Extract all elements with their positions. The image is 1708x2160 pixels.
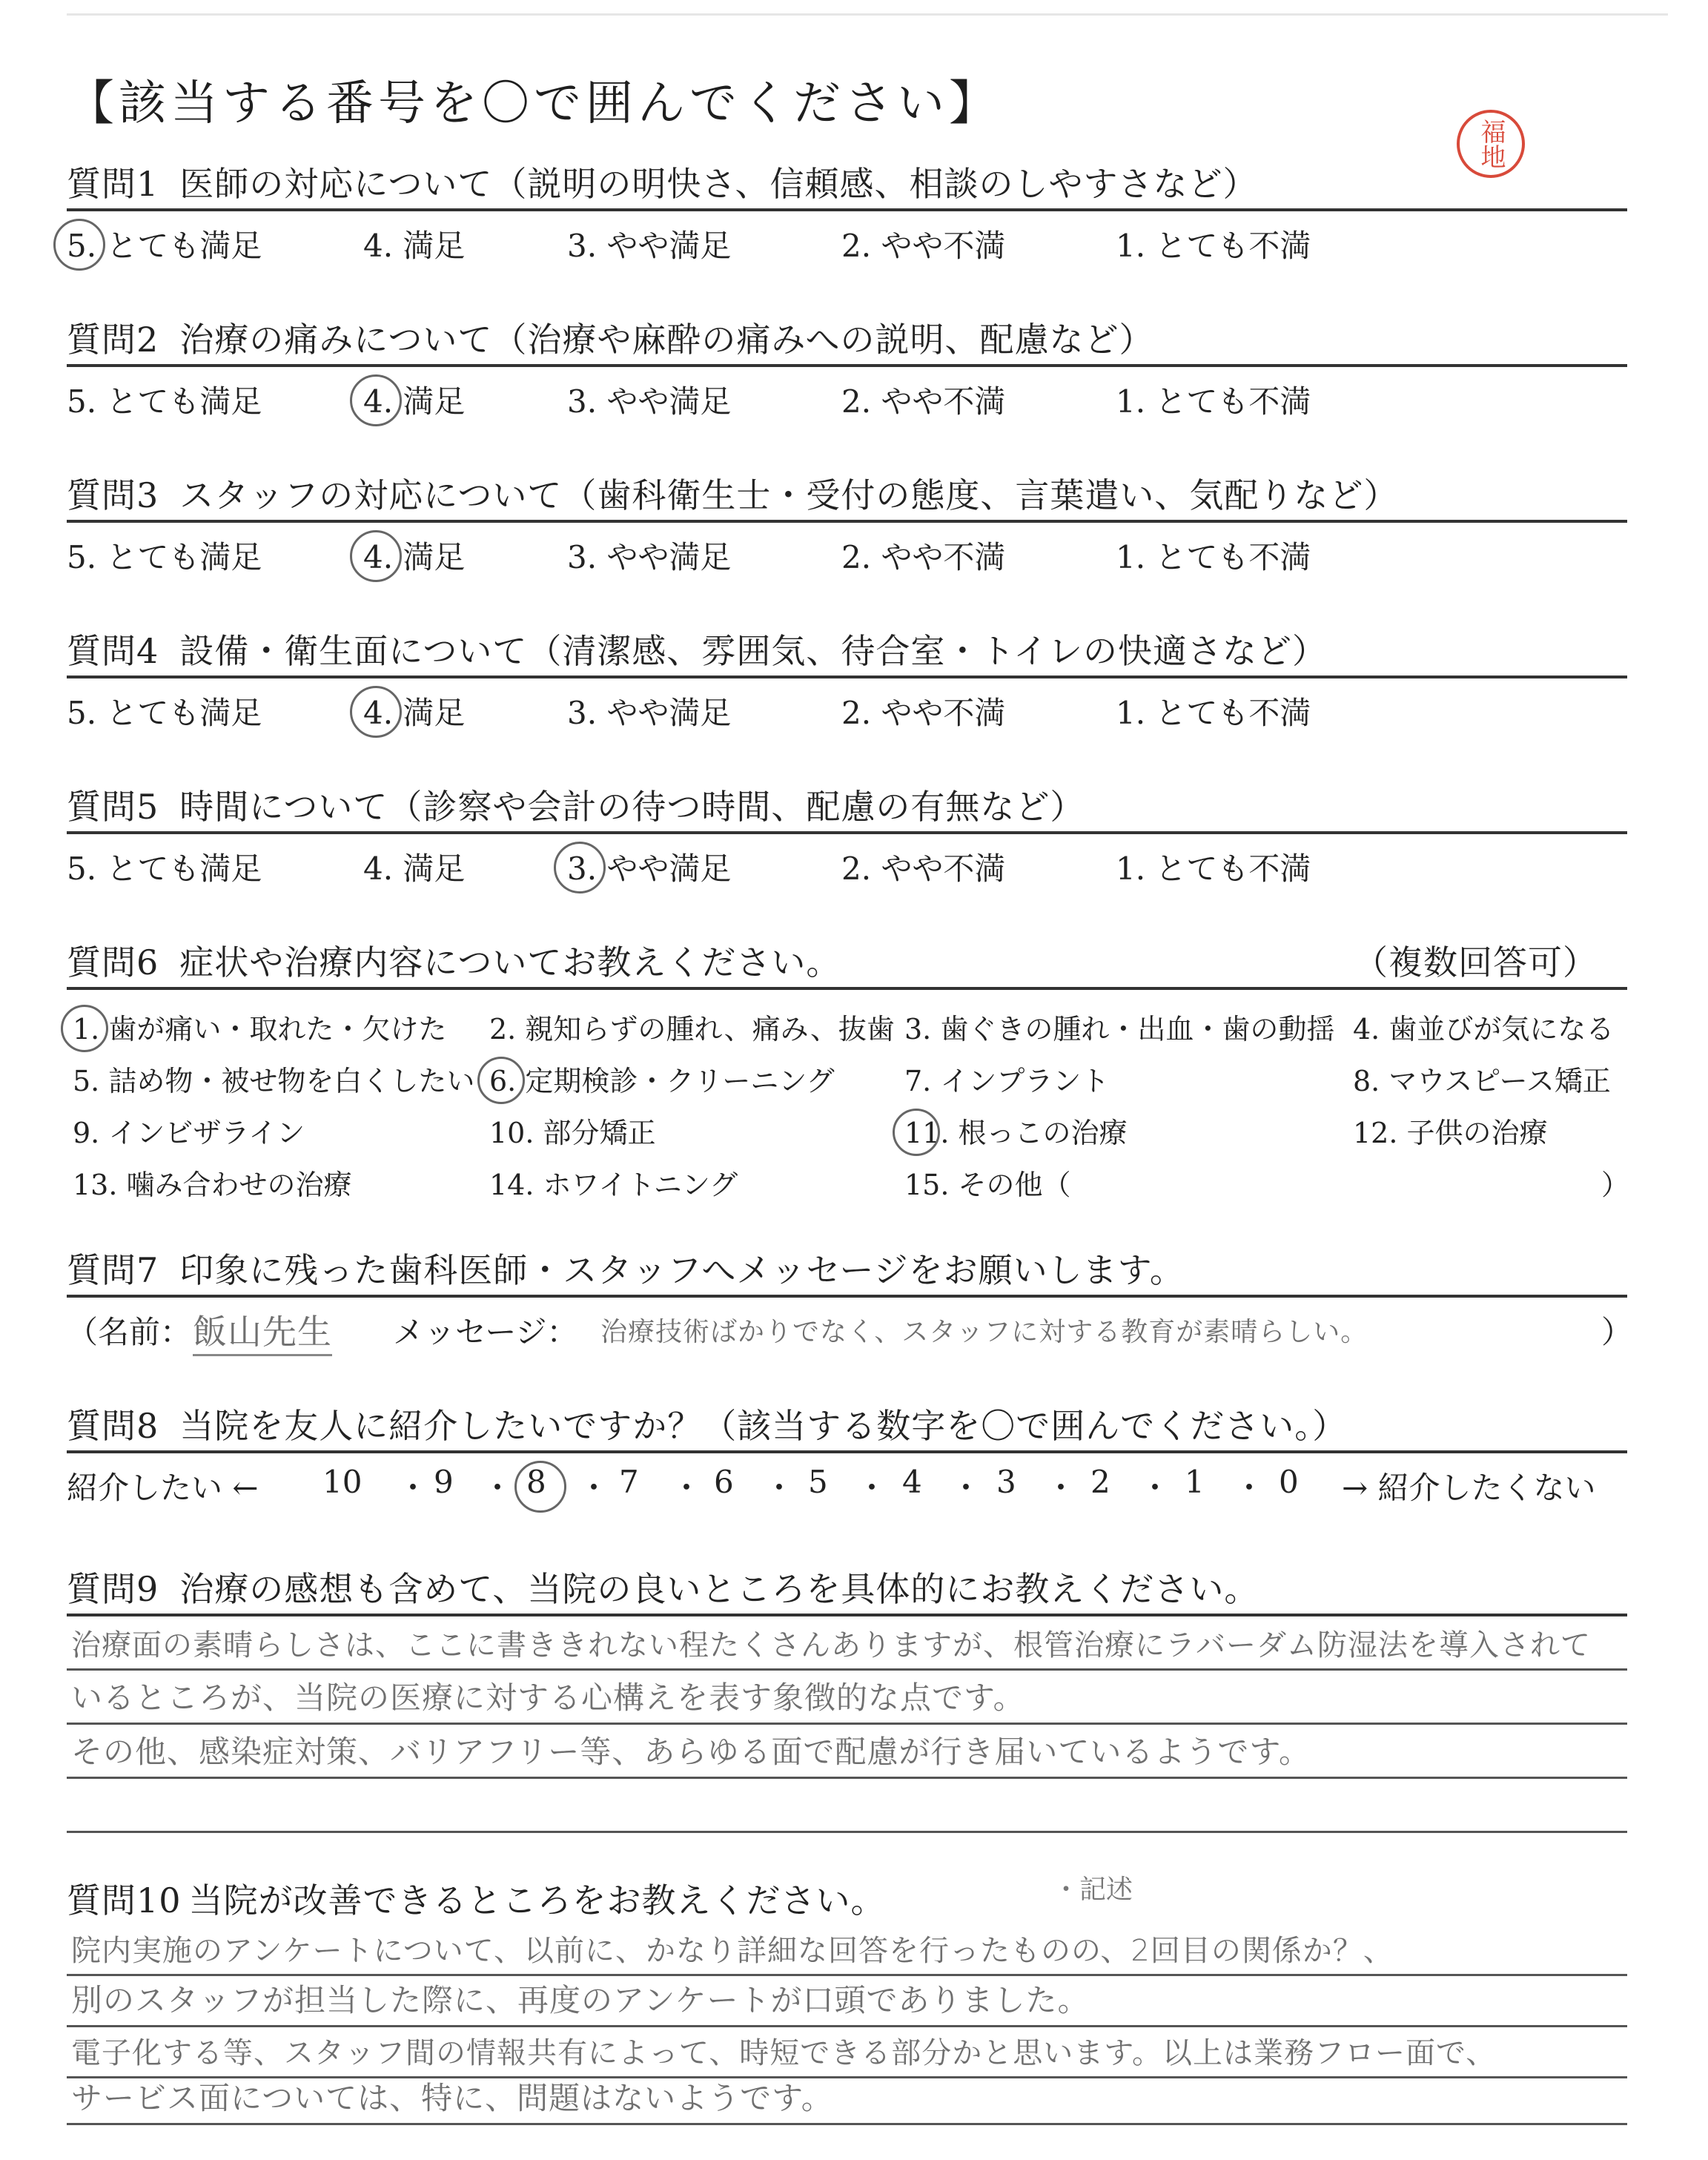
option-3[interactable]: 3. やや満足 <box>567 383 732 420</box>
option-4[interactable]: 4. 満足 <box>363 228 466 264</box>
symptom-option-11[interactable]: 11. 根っこの治療 <box>904 1110 1128 1151</box>
question-title: 印象に残った歯科医師・スタッフへメッセージをお願いします。 <box>179 1250 1185 1290</box>
dot: ・ <box>482 1470 514 1506</box>
question-number: 質問7 <box>67 1250 159 1290</box>
page-title: 【該当する番号を〇で囲んでください】 <box>67 76 1001 131</box>
question-8 <box>67 1401 1627 1513</box>
option-1[interactable]: 1. とても不満 <box>1116 851 1311 887</box>
symptom-option-13[interactable]: 13. 噛み合わせの治療 <box>73 1169 352 1201</box>
question-number: 質問10 <box>67 1880 182 1920</box>
question-3 <box>67 471 1627 582</box>
option-3[interactable]: 3. やや満足 <box>567 845 731 889</box>
option-4[interactable]: 4. 満足 <box>363 851 466 887</box>
option-1[interactable]: 1. とても不満 <box>1116 228 1311 264</box>
question-title: 治療の感想も含めて、当院の良いところを具体的にお教えください。 <box>179 1569 1260 1609</box>
symptom-option-6[interactable]: 6. 定期検診・クリーニング <box>489 1058 835 1099</box>
selection-circle <box>61 1005 108 1052</box>
question-9 <box>67 1565 1627 1833</box>
name-field[interactable]: 飯山先生 <box>193 1305 332 1356</box>
question-title: 症状や治療内容についてお教えください。 <box>179 942 841 982</box>
symptom-option-2[interactable]: 2. 親知らずの腫れ、痛み、抜歯 <box>489 1013 895 1046</box>
option-4[interactable]: 4. 満足 <box>363 533 465 578</box>
dot: ・ <box>764 1470 795 1506</box>
option-2[interactable]: 2. やや不満 <box>841 383 1006 420</box>
symptom-option-9[interactable]: 9. インビザライン <box>73 1117 305 1149</box>
question-title: 当院が改善できるところをお教えください。 <box>188 1880 886 1920</box>
option-5[interactable]: 5. とても満足 <box>67 539 262 575</box>
scale-10[interactable]: 10 <box>322 1464 363 1500</box>
option-3[interactable]: 3. やや満足 <box>567 539 732 575</box>
recommend-right-label: → 紹介したくない <box>1342 1470 1596 1506</box>
option-1[interactable]: 1. とても不満 <box>1116 539 1311 575</box>
symptom-option-5[interactable]: 5. 詰め物・被せ物を白くしたい <box>73 1065 475 1097</box>
selection-circle <box>893 1109 940 1156</box>
question-number: 質問5 <box>67 787 159 827</box>
message-field[interactable]: 治療技術ばかりでなく、スタッフに対する教育が素晴らしい。 <box>600 1317 1368 1347</box>
scale-5[interactable]: 5 <box>808 1464 828 1500</box>
question-number: 質問3 <box>67 475 159 515</box>
question-number: 質問2 <box>67 320 159 360</box>
dot: ・ <box>1045 1470 1077 1506</box>
page-top-edge <box>67 13 1668 16</box>
question-7 <box>67 1246 1633 1357</box>
handwritten-annotation: ・記述 <box>1053 1875 1133 1905</box>
handwritten-answer: 別のスタッフが担当した際に、再度のアンケートが口頭でありました。 <box>71 1982 1090 2018</box>
scale-7[interactable]: 7 <box>619 1464 639 1500</box>
answer-line[interactable] <box>67 1976 1627 2027</box>
multiple-answer-note: （複数回答可） <box>1354 942 1598 982</box>
selection-circle <box>350 374 402 426</box>
recommend-left-label: 紹介したい ← <box>67 1470 259 1506</box>
dot: ・ <box>1139 1470 1171 1506</box>
dot: ・ <box>1234 1470 1265 1506</box>
dot: ・ <box>950 1470 982 1506</box>
answer-line[interactable] <box>67 1671 1627 1725</box>
selection-circle <box>554 842 606 894</box>
question-number: 質問6 <box>67 942 159 982</box>
answer-line[interactable] <box>67 1779 1627 1833</box>
handwritten-answer: 治療面の素晴らしさは、ここに書ききれない程たくさんありますが、根管治療にラバーダム防湿法を導入されて <box>71 1628 1591 1662</box>
handwritten-answer: その他、感染症対策、バリアフリー等、あらゆる面で配慮が行き届いているようです。 <box>71 1734 1311 1770</box>
question-title: スタッフの対応について（歯科衛生士・受付の態度、言葉遣い、気配りなど） <box>179 475 1399 515</box>
answer-line[interactable] <box>67 1925 1627 1976</box>
question-number: 質問4 <box>67 631 159 671</box>
dot: ・ <box>397 1470 429 1506</box>
symptom-option-3[interactable]: 3. 歯ぐきの腫れ・出血・歯の動揺 <box>904 1013 1335 1046</box>
option-2[interactable]: 2. やや不満 <box>841 695 1006 731</box>
scale-3[interactable]: 3 <box>996 1464 1016 1500</box>
selection-circle <box>53 219 105 271</box>
option-3[interactable]: 3. やや満足 <box>567 228 732 264</box>
other-close-paren: ） <box>1601 1169 1630 1201</box>
rating-options <box>67 834 1627 894</box>
option-4[interactable]: 4. 満足 <box>363 377 465 422</box>
scale-9[interactable]: 9 <box>434 1464 454 1500</box>
option-5[interactable]: 5. とても満足 <box>67 695 262 731</box>
question-number: 質問1 <box>67 164 159 204</box>
rating-options <box>67 367 1627 426</box>
symptom-option-7[interactable]: 7. インプラント <box>904 1065 1110 1097</box>
symptom-option-10[interactable]: 10. 部分矯正 <box>489 1117 656 1149</box>
selection-circle <box>514 1461 566 1513</box>
option-2[interactable]: 2. やや不満 <box>841 228 1006 264</box>
option-4[interactable]: 4. 満足 <box>363 689 465 733</box>
close-paren: ） <box>1601 1314 1633 1350</box>
option-5[interactable]: 5. とても満足 <box>67 383 262 420</box>
dot: ・ <box>856 1470 888 1506</box>
answer-line[interactable] <box>67 2078 1627 2125</box>
question-1 <box>67 159 1627 271</box>
symptom-options <box>67 990 1630 1212</box>
handwritten-answer: 電子化する等、スタッフ間の情報共有によって、時短できる部分かと思います。以上は業務フロー面で、 <box>71 2036 1497 2070</box>
option-2[interactable]: 2. やや不満 <box>841 539 1006 575</box>
selection-circle <box>477 1057 525 1104</box>
answer-line[interactable] <box>67 1725 1627 1779</box>
message-label: メッセージ： <box>393 1314 578 1350</box>
question-title: 治療の痛みについて（治療や麻酔の痛みへの説明、配慮など） <box>179 320 1154 360</box>
scale-8[interactable]: 8 <box>526 1464 546 1500</box>
option-2[interactable]: 2. やや不満 <box>841 851 1006 887</box>
question-title: 設備・衛生面について（清潔感、雰囲気、待合室・トイレの快適さなど） <box>179 631 1328 671</box>
symptom-option-14[interactable]: 14. ホワイトニング <box>489 1169 738 1201</box>
rating-options <box>67 678 1627 738</box>
seal-stamp: 福地 <box>1457 110 1525 178</box>
symptom-option-8[interactable]: 8. マウスピース矯正 <box>1353 1065 1611 1097</box>
symptom-option-15[interactable]: 15. その他（ <box>904 1169 1071 1201</box>
question-title: 時間について（診察や会計の待つ時間、配慮の有無など） <box>179 787 1085 827</box>
scale-4[interactable]: 4 <box>902 1464 922 1500</box>
question-title: 医師の対応について（説明の明快さ、信頼感、相談のしやすさなど） <box>179 164 1258 204</box>
question-title: 当院を友人に紹介したいですか？（該当する数字を〇で囲んでください。） <box>179 1406 1348 1446</box>
handwritten-answer: 院内実施のアンケートについて、以前に、かなり詳細な回答を行ったものの、2回目の関係か？、 <box>71 1934 1394 1968</box>
question-6 <box>67 938 1630 1212</box>
question-5 <box>67 782 1627 894</box>
selection-circle <box>350 686 402 738</box>
question-number: 質問9 <box>67 1569 159 1609</box>
symptom-option-12[interactable]: 12. 子供の治療 <box>1353 1117 1548 1149</box>
handwritten-answer: いるところが、当院の医療に対する心構えを表す象徴的な点です。 <box>71 1680 1025 1716</box>
message-row <box>67 1298 1633 1357</box>
answer-line[interactable] <box>67 1616 1627 1671</box>
option-5[interactable]: 5. とても満足 <box>67 222 262 266</box>
question-number: 質問8 <box>67 1406 159 1446</box>
option-1[interactable]: 1. とても不満 <box>1116 383 1311 420</box>
scale-6[interactable]: 6 <box>714 1464 734 1500</box>
scale-1[interactable]: 1 <box>1185 1464 1205 1500</box>
scale-0[interactable]: 0 <box>1279 1464 1299 1500</box>
answer-line[interactable] <box>67 2027 1627 2078</box>
scale-2[interactable]: 2 <box>1090 1464 1110 1500</box>
symptom-option-4[interactable]: 4. 歯並びが気になる <box>1353 1013 1615 1046</box>
recommend-scale <box>67 1453 1627 1513</box>
option-3[interactable]: 3. やや満足 <box>567 695 732 731</box>
symptom-option-1[interactable]: 1. 歯が痛い・取れた・欠けた <box>73 1006 446 1047</box>
question-4 <box>67 627 1627 738</box>
question-2 <box>67 315 1627 426</box>
name-label: （名前： <box>67 1314 192 1350</box>
handwritten-answer: サービス面については、特に、問題はないようです。 <box>71 2080 833 2116</box>
option-5[interactable]: 5. とても満足 <box>67 851 262 887</box>
rating-options <box>67 523 1627 582</box>
question-10 <box>67 1876 1627 2125</box>
dot: ・ <box>671 1470 703 1506</box>
selection-circle <box>350 530 402 582</box>
dot: ・ <box>578 1470 610 1506</box>
rating-options <box>67 211 1627 271</box>
option-1[interactable]: 1. とても不満 <box>1116 695 1311 731</box>
